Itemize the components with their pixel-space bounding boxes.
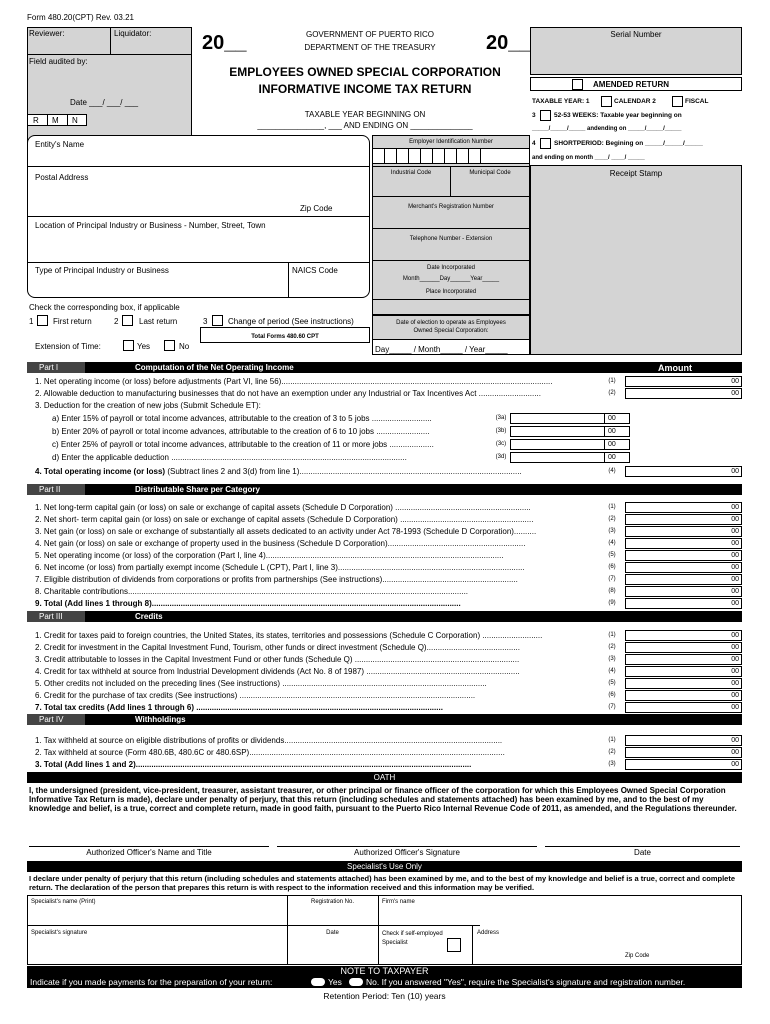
part4-line1-num: (1) xyxy=(608,737,616,743)
part4-line2-num: (2) xyxy=(608,749,616,755)
part2-line5-num: (5) xyxy=(608,552,616,558)
zip-code-label: Zip Code xyxy=(300,204,333,213)
extension-no-label: No xyxy=(179,342,190,351)
part4-tab: Part IV xyxy=(27,714,85,725)
part1-line2-amount[interactable]: 00 xyxy=(625,388,742,399)
part2-line4-num: (4) xyxy=(608,540,616,546)
part1-line3d: d) Enter the applicable deduction .......................................................................................................... xyxy=(52,453,407,462)
zip-code-specialist-label: Zip Code xyxy=(625,953,650,959)
part2-line2-num: (2) xyxy=(608,516,616,522)
part1-title: Computation of the Net Operating Income xyxy=(135,363,294,372)
part1-line4-amount[interactable]: 00 xyxy=(625,466,742,477)
part2-line3-num: (3) xyxy=(608,528,616,534)
note-no-label: No. If you answered "Yes", require the Specialist's signature and registration number. xyxy=(366,977,686,987)
specialist-title: Specialist's Use Only xyxy=(347,862,422,871)
election-date: Day_____ / Month_____ / Year_____ xyxy=(375,345,508,354)
calendar-label: CALENDAR 2 xyxy=(614,98,656,105)
election-label-1: Date of election to operate as Employees xyxy=(396,320,506,326)
part3-line2-num: (2) xyxy=(608,644,616,650)
part4-line2-amount[interactable]: 00 xyxy=(625,747,742,758)
short-period-checkbox[interactable] xyxy=(540,138,551,149)
part3-line6-num: (6) xyxy=(608,692,616,698)
part1-line2-num: (2) xyxy=(608,390,616,396)
part1-line3b: b) Enter 20% of payroll or total income advances, attributable to the creation of 6 to 10 jobs ........................ xyxy=(52,427,430,436)
last-return-checkbox[interactable] xyxy=(122,315,133,326)
part3-line1: 1. Credit for taxes paid to foreign countries, the United States, its states, territories and possessions (Schedule C Corporation) ........................... xyxy=(35,631,543,640)
change-period-label: Change of period (See instructions) xyxy=(228,317,354,326)
postal-address-label: Postal Address xyxy=(35,173,89,182)
specialist-name-label: Specialist's name (Print) xyxy=(31,899,96,905)
check-corresponding-label: Check the corresponding box, if applicable xyxy=(29,303,180,312)
part2-line8-amount[interactable]: 00 xyxy=(625,586,742,597)
first-return-number: 1 xyxy=(29,317,34,326)
part1-line3a-cents[interactable]: 00 xyxy=(604,413,630,424)
taxable-year-ending: _______________, ___ AND ENDING ON ______________ xyxy=(257,121,473,130)
part2-line8: 8. Charitable contributions......................................................................................................................................................... xyxy=(35,587,469,596)
part1-line3: 3. Deduction for the creation of new jobs (Submit Schedule ET): xyxy=(35,401,261,410)
part3-line7-amount[interactable]: 00 xyxy=(625,702,742,713)
merchant-registration-label: Merchant's Registration Number xyxy=(408,204,494,210)
part3-line6-amount[interactable]: 00 xyxy=(625,690,742,701)
weeks-checkbox[interactable] xyxy=(540,110,551,121)
specialist-date-label: Date xyxy=(326,930,339,936)
form-title-1: EMPLOYEES OWNED SPECIAL CORPORATION xyxy=(229,65,501,79)
specialist-text: I declare under penalty of perjury that this return (including schedules and statements attached) has been examined by me, and to the best of my knowledge and belief is a true, correct and complete return. The declaration of the person that prepares this return is with respect to the information received and this information may be verified. xyxy=(29,874,735,892)
part1-line1-amount[interactable]: 00 xyxy=(625,376,742,387)
part3-title: Credits xyxy=(135,612,163,621)
field-audited-label: Field audited by: xyxy=(29,57,88,66)
part3-tab: Part III xyxy=(27,611,85,622)
receipt-stamp-label: Receipt Stamp xyxy=(609,169,663,178)
part1-line4-num: (4) xyxy=(608,468,616,474)
location-label: Location of Principal Industry or Business - Number, Street, Town xyxy=(35,221,266,230)
part3-line5: 5. Other credits not included on the preceding lines (See instructions) ............................................................................................ xyxy=(35,679,487,688)
amount-header: Amount xyxy=(658,363,692,373)
part2-line9-amount[interactable]: 00 xyxy=(625,598,742,609)
part3-line7: 7. Total tax credits (Add lines 1 through 6) ............................................................................................................... xyxy=(35,703,443,712)
type-industry-label: Type of Principal Industry or Business xyxy=(35,266,169,275)
ein-label: Employer Identification Number xyxy=(409,139,493,145)
part3-line2-amount[interactable]: 00 xyxy=(625,642,742,653)
last-return-number: 2 xyxy=(114,317,119,326)
calendar-checkbox[interactable] xyxy=(601,96,612,107)
part2-title: Distributable Share per Category xyxy=(135,485,260,494)
part2-line6-num: (6) xyxy=(608,564,616,570)
amended-return-checkbox[interactable] xyxy=(572,79,583,90)
part2-line2: 2. Net short- term capital gain (or loss) on sale or exchange of capital assets (Schedule D Corporation) ............................................................ xyxy=(35,515,534,524)
part2-line7-amount[interactable]: 00 xyxy=(625,574,742,585)
self-employed-checkbox[interactable] xyxy=(447,938,461,952)
part2-line1-num: (1) xyxy=(608,504,616,510)
part2-line7: 7. Eligible distribution of dividends from corporations or profits from partnerships (See instructions)............................................................. xyxy=(35,575,518,584)
gov-line1: GOVERNMENT OF PUERTO RICO xyxy=(305,30,434,39)
election-label-2: Owned Special Corporation: xyxy=(413,328,489,334)
part1-tab: Part I xyxy=(27,362,85,373)
change-period-checkbox[interactable] xyxy=(212,315,223,326)
part2-line4: 4. Net gain (or loss) on sale or exchange of property used in the business (Schedule D Corporation).............................................................. xyxy=(35,539,526,548)
part3-line5-amount[interactable]: 00 xyxy=(625,678,742,689)
serial-number-label: Serial Number xyxy=(610,30,662,39)
part1-line3b-num: (3b) xyxy=(495,428,507,434)
part3-line3-num: (3) xyxy=(608,656,616,662)
part2-line3: 3. Net gain (or loss) on sale or exchange of substantially all assets dedicated to an activity under Act 78-1993 (Schedule D Corporation).......... xyxy=(35,527,537,536)
part3-line5-num: (5) xyxy=(608,680,616,686)
part1-line3b-cents[interactable]: 00 xyxy=(604,426,630,437)
part2-line2-amount[interactable]: 00 xyxy=(625,514,742,525)
part2-line8-num: (8) xyxy=(608,588,616,594)
rmn-r: R xyxy=(33,116,39,125)
retention-period: Retention Period: Ten (10) years xyxy=(323,991,446,1001)
oath-title: OATH xyxy=(373,773,396,782)
note-title: NOTE TO TAXPAYER xyxy=(340,966,429,976)
specialist-registration-label: Registration No. xyxy=(310,899,355,905)
weeks-label: 52-53 WEEKS: Taxable year beginning on xyxy=(554,112,682,119)
weeks-dates: _____/_____/_____ andending on _____/_____/_____ xyxy=(532,126,682,132)
entity-name-label: Entity's Name xyxy=(35,140,85,149)
taxable-year-beginning: TAXABLE YEAR BEGINNING ON xyxy=(304,110,426,119)
municipal-code-label: Municipal Code xyxy=(469,170,511,176)
taxable-year-label: TAXABLE YEAR: 1 xyxy=(532,98,590,105)
part1-line3c-cents[interactable]: 00 xyxy=(604,439,630,450)
part3-line4-amount[interactable]: 00 xyxy=(625,666,742,677)
naics-code-label: NAICS Code xyxy=(292,266,338,275)
part3-line3: 3. Credit attributable to losses in the Capital Investment Fund or other funds (Schedule Q) .......................................................................... xyxy=(35,655,520,664)
self-employed-label-2: Specialist xyxy=(382,940,408,946)
part2-line3-amount[interactable]: 00 xyxy=(625,526,742,537)
officer-name-label: Authorized Officer's Name and Title xyxy=(86,848,212,857)
note-no-toggle[interactable] xyxy=(349,978,363,986)
officer-date-label: Date xyxy=(634,848,651,857)
year-left: 20__ xyxy=(202,32,247,54)
part2-line5-amount[interactable]: 00 xyxy=(625,550,742,561)
part2-line6: 6. Net income (or loss) from partially exempt income (Schedule L (CPT), Part I, line 3).................................................................................... xyxy=(35,563,525,572)
part1-line3c-num: (3c) xyxy=(495,441,507,447)
part3-line3-amount[interactable]: 00 xyxy=(625,654,742,665)
first-return-checkbox[interactable] xyxy=(37,315,48,326)
date-incorporated-fields: Month______Day______Year_____ xyxy=(402,276,500,282)
part3-line4: 4. Credit for tax withheld at source from Industrial Development dividends (Act No. 8 of 1987) ..................................................................... xyxy=(35,667,520,676)
fiscal-label: FISCAL xyxy=(685,98,709,105)
part4-line1-amount[interactable]: 00 xyxy=(625,735,742,746)
part2-line1-amount[interactable]: 00 xyxy=(625,502,742,513)
note-question: Indicate if you made payments for the preparation of your return: xyxy=(30,977,273,987)
oath-text: I, the undersigned (president, vice-president, treasurer, assistant treasurer, or other principal or finance officer of the corporation for which this Employees Owned Special Corporation Informative Tax Return is made), declare under penalty of perjury, that this return (including schedules and statements attached) has been examined by me, and to the best of my knowledge and belief, is a true, correct and complete return, made in good faith, pursuant to the Puerto Rico Internal Revenue Code of 2011, as amended, and the Regulations thereunder. xyxy=(29,786,737,813)
part2-line9-num: (9) xyxy=(608,600,616,606)
note-yes-label: Yes xyxy=(328,977,342,987)
receipt-stamp-box xyxy=(530,165,742,355)
form-title-2: INFORMATIVE INCOME TAX RETURN xyxy=(258,82,472,96)
part1-line3a-num: (3a) xyxy=(495,415,507,421)
officer-signature-label: Authorized Officer's Signature xyxy=(354,848,460,857)
amended-return-label: AMENDED RETURN xyxy=(593,80,669,89)
industrial-code-label: Industrial Code xyxy=(390,170,432,176)
audit-date: Date ___/ ___/ ___ xyxy=(70,98,139,107)
part2-line6-amount[interactable]: 00 xyxy=(625,562,742,573)
extension-no-checkbox[interactable] xyxy=(164,340,175,351)
part1-line3d-num: (3d) xyxy=(495,454,507,460)
total-forms-label: Total Forms 480.60 CPT xyxy=(251,334,319,340)
firm-name-label: Firm's name xyxy=(382,899,415,905)
rmn-m: M xyxy=(52,116,59,125)
part1-line4: 4. Total operating income (or loss) (Subtract lines 2 and 3(d) from line 1).................................................................................................... xyxy=(35,467,522,476)
last-return-label: Last return xyxy=(139,317,178,326)
part2-line4-amount[interactable]: 00 xyxy=(625,538,742,549)
part1-line3d-cents[interactable]: 00 xyxy=(604,452,630,463)
part4-line2: 2. Tax withheld at source (Form 480.6B, 480.6C or 480.6SP)................................................................................................................... xyxy=(35,748,505,757)
telephone-label: Telephone Number - Extension xyxy=(409,236,493,242)
specialist-signature-label: Specialist's signature xyxy=(31,930,88,936)
fiscal-checkbox[interactable] xyxy=(672,96,683,107)
self-employed-label-1: Check if self-employed xyxy=(382,931,443,937)
part1-line3c: c) Enter 25% of payroll or total income advances, attributable to the creation of 11 or more jobs .................... xyxy=(52,440,434,449)
change-period-number: 3 xyxy=(203,317,208,326)
address-label: Address xyxy=(477,930,500,936)
part2-line1: 1. Net long-term capital gain (or loss) on sale or exchange of capital assets (Schedule D Corporation) ............................................................. xyxy=(35,503,531,512)
rmn-n: N xyxy=(72,116,78,125)
part4-line1: 1. Tax withheld at source on eligible distributions of profits or dividends.................................................................................................. xyxy=(35,736,503,745)
liquidator-label: Liquidator: xyxy=(114,29,152,38)
part2-tab: Part II xyxy=(27,484,85,495)
extension-label: Extension of Time: xyxy=(35,342,101,351)
note-yes-toggle[interactable] xyxy=(311,978,325,986)
part1-line1-num: (1) xyxy=(608,378,616,384)
short-period-label: SHORTPERIOD: Begining on _____/_____/_____ xyxy=(554,140,703,147)
extension-yes-label: Yes xyxy=(137,342,151,351)
part1-line1: 1. Net operating income (or loss) before adjustments (Part VI, line 56).......................................................................................................................... xyxy=(35,377,553,386)
short-period-number: 4 xyxy=(532,140,536,147)
part3-line1-num: (1) xyxy=(608,632,616,638)
date-incorporated-label: Date Incorporated xyxy=(426,265,476,271)
year-right: 20__ xyxy=(486,32,531,54)
part3-line7-num: (7) xyxy=(608,704,616,710)
extension-yes-checkbox[interactable] xyxy=(123,340,134,351)
gov-line2: DEPARTMENT OF THE TREASURY xyxy=(304,43,436,52)
part4-line3-num: (3) xyxy=(608,761,616,767)
part3-line6: 6. Credit for the purchase of tax credits (See instructions) .......................................................................................................... xyxy=(35,691,476,700)
place-incorporated-label: Place Incorporated xyxy=(425,289,477,295)
part2-line7-num: (7) xyxy=(608,576,616,582)
weeks-number: 3 xyxy=(532,112,536,119)
part2-line9: 9. Total (Add lines 1 through 8)........................................................................................................................................... xyxy=(35,599,461,608)
part2-line5: 5. Net operating income (or loss) of the corporation (Part I, line 4)........................................................................................................... xyxy=(35,551,504,560)
form-id: Form 480.20(CPT) Rev. 03.21 xyxy=(27,13,135,22)
part3-line4-num: (4) xyxy=(608,668,616,674)
part1-line2: 2. Allowable deduction to manufacturing businesses that do not have an exemption under any Industrial or Tax Incentives Act ............................ xyxy=(35,389,541,398)
part3-line2: 2. Credit for investment in the Capital Investment Fund, Tourism, other funds or direct investment (Schedule Q).......................................... xyxy=(35,643,520,652)
reviewer-label: Reviewer: xyxy=(29,29,65,38)
short-period-dates: and ending on month ____/ ____/ _____ xyxy=(532,155,645,161)
part3-line1-amount[interactable]: 00 xyxy=(625,630,742,641)
first-return-label: First return xyxy=(53,317,92,326)
part4-title: Withholdings xyxy=(135,715,186,724)
part1-line3a: a) Enter 15% of payroll or total income advances, attributable to the creation of 3 to 5 jobs ........................... xyxy=(52,414,432,423)
part4-line3: 3. Total (Add lines 1 and 2)....................................................................................................................................................... xyxy=(35,760,472,769)
part4-line3-amount[interactable]: 00 xyxy=(625,759,742,770)
